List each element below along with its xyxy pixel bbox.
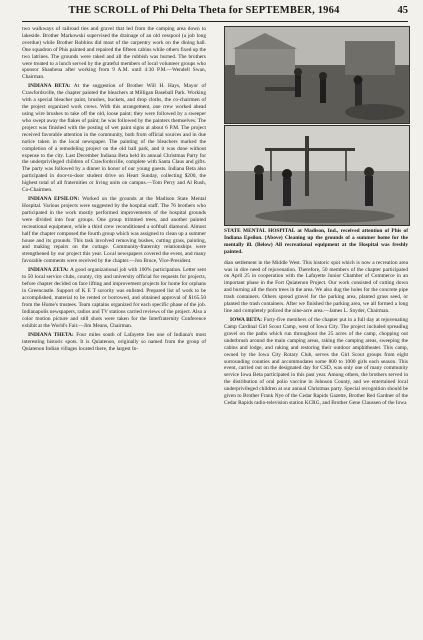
photo-illustration — [225, 27, 409, 123]
page-number: 45 — [397, 5, 408, 16]
photo-summer-home-cleanup — [224, 26, 410, 124]
caption-text: at Madison, Ind., received attention of Phis of Indiana Epsilon. (Above) Cleaning up the grounds of a summer home for the mentally ill. (Below) All recreational equipment at the Hospital was freshly painted. — [224, 228, 408, 255]
chapter-heading: INDIANA ZETA: — [28, 267, 69, 274]
caption-title: STATE MENTAL HOSPITAL — [224, 228, 296, 234]
paragraph-indiana-beta — [22, 83, 206, 194]
chapter-heading: INDIANA THETA: — [28, 331, 74, 338]
chapter-heading: INDIANA EPSILON: — [28, 196, 80, 203]
paragraph-camp-shaubena: two walkways of railroad ties and gravel that led from the camping area down to lakeside. Brother Markowski supervised the drainage of an old cesspool (a job long overdue) while Brother Robbins did most of the carpentry work on the dining hall. One squadron of Phis painted and repaired the fifteen cabins while others fixed up the two latrines. The grounds were raked and all the rubbish was burned. The brothers were treated to a lunch served by the grateful members of local volunteer groups who sponsor Shaubena after working from 9 A.M. until 4:30 P.M.—Wendell Swan, Chairman. — [22, 26, 206, 81]
paragraph-indiana-zeta — [22, 267, 206, 329]
right-column — [224, 26, 408, 409]
chapter-text: Worked on the grounds at the Madison State Mental Hospital. Various projects were suggested by the hospital staff. The 76 brothers who participated in the work mostly performed improvements of the hospital grounds were divided into four groups. One group trimmed trees, and another painted recreational equipment, while a third crew reconditioned a softball diamond. Almost half the chapter composed the fourth group which was assigned to clean up a summer house and its grounds. This task involved removing bushes, cutting grass, painting, and making repairs on the cottage. Community-fraternity relationships were strengthened by our project this year. Local newspapers covered the event, and many favorable comments were received by the chapter.—Jon Bruce, Vice-President. — [22, 196, 206, 265]
paragraph-theta-continued: dian settlement in the Middle West. This historic spot which is now a recreation area was in dire need of rejuvenation. Therefore, 50 members of the chapter participated on April 25 in cooperation with the Lafayette Junior Chamber of Commerce in an important phase in the Fort Quiatenon Project. Our work consisted of cutting down and burning all the thorn trees in the area. We also dug the holes for the concrete pipe trash containers. Others spread gravel for the parking area, planted grass seed, or planted the trash containers. After we finished the parking area, we all formed a long line and completely policed the nine-acre area.—James L. Snyder, Chairman. — [224, 259, 408, 314]
photo-caption — [224, 228, 408, 256]
paragraph-indiana-theta — [22, 332, 206, 353]
left-column — [22, 26, 206, 355]
running-title: THE SCROLL of Phi Delta Theta for SEPTEMBER, 1964 — [68, 5, 340, 16]
photo-illustration — [225, 126, 409, 225]
paragraph-indiana-epsilon — [22, 196, 206, 265]
chapter-heading: IOWA BETA: — [230, 317, 263, 324]
chapter-text: A good organizational job with 100% participation. Letter sent to 50 local service clubs, county, city and university official for requests for projects, before chapter decided on face lifting and improvement projects for home for orphans in Greencastle. Support of K E T sorority was enlisted. Prepared list of work to be accomplished, material to be rented or borrowed, and obtained approval of $165.50 from the Home's trustees. Team captains organized for each specific phase of the job. Indianapolis newspapers, radios and TV stations carried reviews of the project. Also a color motion picture and still shots were taken for the Interfraternity Conference exhibit at the World's Fair.—Jim Means, Chairman. — [22, 267, 207, 329]
chapter-text: Four miles south of Lafayette lies one of Indiana's most interesting historic spots. It is Quiatenon, originally so named from the group of Quiatenon Indian villages located there, the largest In- — [22, 331, 206, 352]
chapter-heading: INDIANA BETA: — [28, 83, 71, 90]
page-header — [22, 3, 408, 22]
paragraph-iowa-beta — [224, 317, 408, 407]
chapter-text: Forty-five members of the chapter put in a full day at rejuvenating Camp Cardinal Girl Scout Camp, west of Iowa City. The project included spreading gravel on the paths which run throughout the 25 acres of the camp, chopping out underbrush around the main camping areas, raking the camping areas, sweeping the cabins and lodge, and raking and restoring their outdoor amphitheater. This camp, owned by the Iowa City Rotary Club, serves the Girl Scout groups from eight surrounding counties and accommodates some 800 to 1000 girls each season. This event, carried out on the designated day for CSD, was only one of many community service Iowa Beta participated in this past year. Among others, the brothers served in the distribution of oral polio vaccine in Johnson County, and we entertained local underprivileged children at our annual Christmas party. Special recognition should be given to Brother Frank Nye of the Cedar Rapids Gazette, Brother Red Gardner of the Cedar Rapids radio-television station KCRG, and Brother Gene Claussen of the Iowa — [224, 317, 408, 406]
photo-painting-equipment — [224, 125, 410, 226]
chapter-text: At the suggestion of Brother Will H. Hays, Mayor of Crawfordsville, the chapter painted the bleachers at Milligan Baseball Park. Working with a special bleacher paint, brushes, buckets, and drop cloths, the co-chairmen of the project organized work crews. With this arrangement, one crew worked ahead using wire brushes to take off the old, loose paint; they were followed by a sweeper who swept away the flakes of paint; he was followed by the painters themselves. The project was finished with the posting of wet paint signs at about 6 P.M. The project received favorable attention in the community, both from official sources and in due notice taken in the local newspaper. The painting of the bleachers marked the completion of a remodeling project on the old ball park, and it was done without expense to the city. Last December Indiana Beta held its annual Christmas Party for the underprivileged children of Crawfordsville, complete with Santa Claus and gifts. The party was followed by a dinner in honor of our young guests. Indiana Beta also participated in door-to-door student drive on Heart Sunday, collecting $200, the highest total of all fraternities or living units on campus.—Tom Perry and Al Rush, Co-Chairmen. — [22, 83, 206, 194]
